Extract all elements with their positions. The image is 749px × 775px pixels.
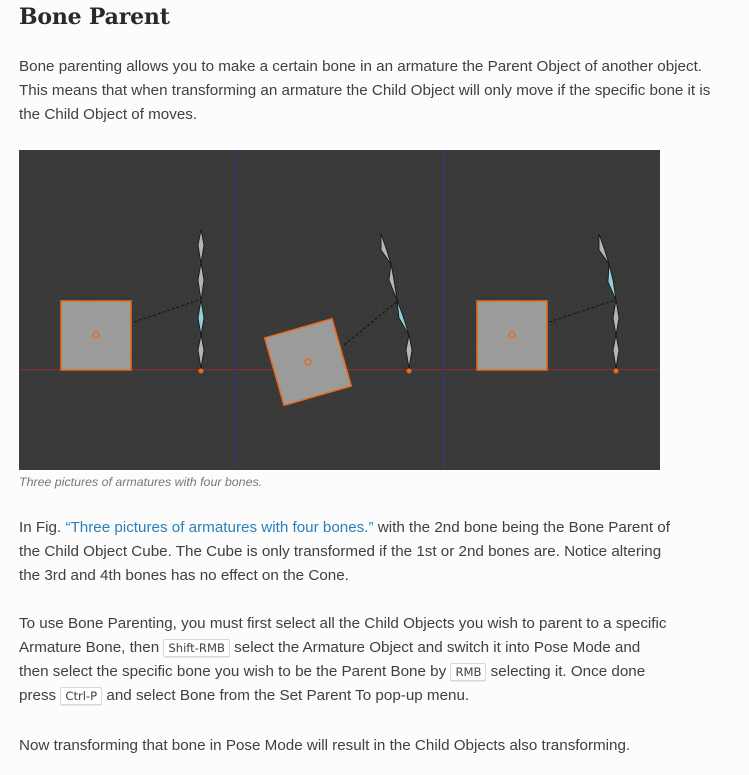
text-span: and select Bone from the Set Parent To pop-up menu. (102, 687, 470, 704)
figure-caption: Three pictures of armatures with four bones. (19, 475, 263, 489)
intro-paragraph: Bone parenting allows you to make a certain bone in an armature the Parent Object of another object. This means that when transforming an armature the Child Object will only move if the specific bone it is the Child Object of moves. (19, 58, 711, 123)
text-span: selecting it. Once done (486, 663, 646, 680)
figure-reference-link[interactable]: “Three pictures of armatures with four bones.” (65, 519, 374, 536)
paragraph-figure-reference (19, 516, 719, 588)
paragraph-instructions (19, 612, 719, 708)
text-span: then select the specific bone you wish to be the Parent Bone by (19, 663, 451, 680)
figure (19, 150, 660, 489)
text-span: In Fig. (19, 519, 66, 536)
text-span: press (19, 687, 61, 704)
child-cube (477, 301, 547, 370)
paragraph-conclusion: Now transforming that bone in Pose Mode will result in the Child Objects also transforming. (19, 737, 631, 754)
shortcut-shift-rmb: Shift-RMB (163, 639, 230, 657)
shortcut-ctrl-p: Ctrl-P (60, 687, 102, 705)
text-span: the 3rd and 4th bones has no effect on the Cone. (19, 567, 349, 584)
text-span: the Child Object Cube. The Cube is only transformed if the 1st or 2nd bones are. Notice altering (19, 543, 662, 560)
text-span: Armature Bone, then (19, 639, 164, 656)
section-heading: Bone Parent (19, 4, 170, 30)
text-span: To use Bone Parenting, you must first select all the Child Objects you wish to parent to a specific (19, 615, 667, 632)
figure-image (19, 150, 660, 470)
shortcut-rmb: RMB (450, 663, 486, 681)
child-cube (61, 301, 131, 370)
text-span: select the Armature Object and switch it into Pose Mode and (229, 639, 641, 656)
text-span: with the 2nd bone being the Bone Parent of (373, 519, 670, 536)
